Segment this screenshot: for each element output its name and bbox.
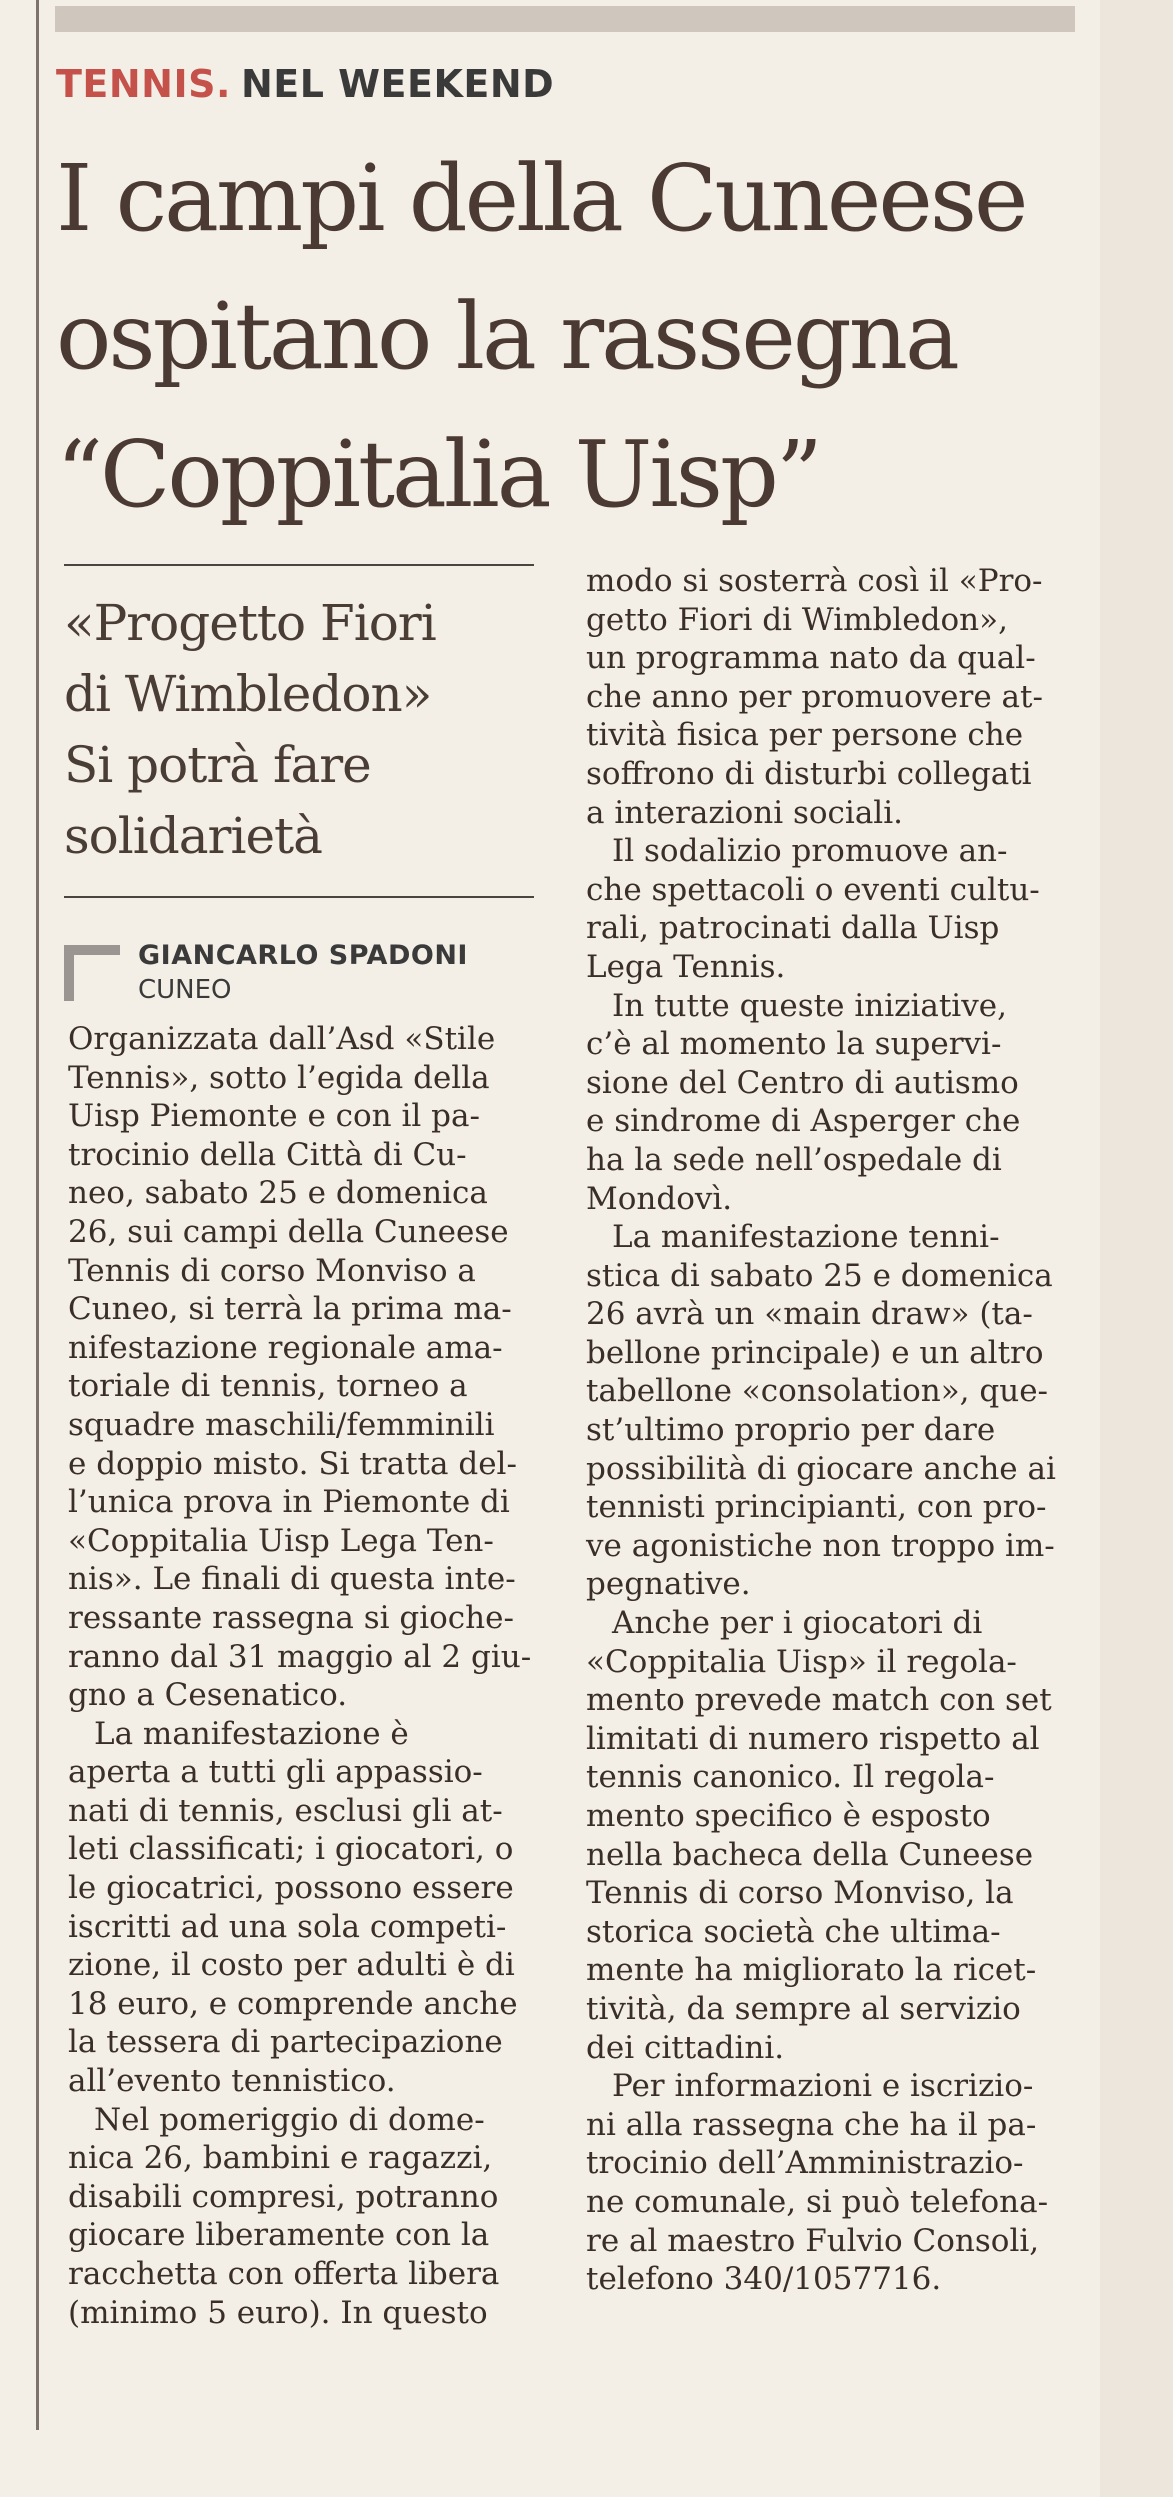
sidebar-subhead — [64, 588, 534, 872]
subhead-line: «Progetto Fiori — [64, 594, 436, 652]
article-line: Il sodalizio promuove an- — [612, 833, 1008, 870]
article-line: tennisti principianti, con pro- — [586, 1489, 1047, 1526]
byline-corner-mark — [64, 945, 120, 1001]
article-line: zione, il costo per adulti è di — [68, 1947, 515, 1984]
article-line: soffrono di disturbi collegati — [586, 755, 1032, 792]
article-line: e sindrome di Asperger che — [586, 1103, 1021, 1140]
article-line: nati di tennis, esclusi gli at- — [68, 1792, 503, 1829]
article-line: 18 euro, e comprende anche — [68, 1985, 518, 2022]
article-line: trocinio della Città di Cu- — [68, 1136, 467, 1173]
sidebar-bottom-rule — [64, 896, 534, 898]
article-line: la tessera di partecipazione — [68, 2024, 503, 2061]
article-line: racchetta con offerta libera — [68, 2256, 500, 2292]
sidebar-top-rule — [64, 564, 534, 566]
article-line: trocinio dell’Amministrazio- — [586, 2145, 1024, 2182]
article-line: che spettacoli o eventi cultu- — [586, 871, 1040, 908]
article-line: a interazioni sociali. — [586, 794, 903, 831]
article-line: tennis canonico. Il regola- — [586, 1759, 995, 1796]
article-line: leti classificati; i giocatori, o — [68, 1831, 514, 1868]
byline-city: CUNEO — [138, 975, 232, 1005]
article-line: l’unica prova in Piemonte di — [68, 1484, 510, 1521]
article-line: La manifestazione tenni- — [612, 1219, 1000, 1256]
article-line: nica 26, bambini e ragazzi, — [68, 2140, 493, 2177]
article-column-2 — [586, 562, 1101, 2299]
article-line: tabellone «consolation», que- — [586, 1373, 1049, 1410]
article-line: sione del Centro di autismo — [586, 1064, 1019, 1101]
article-line: Nel pomeriggio di dome- — [94, 2101, 485, 2138]
article-line: Tennis di corso Monviso a — [68, 1252, 476, 1289]
article-line: (minimo 5 euro). In questo — [68, 2294, 488, 2331]
article-column-1 — [68, 1020, 558, 2332]
article-line: ressante rassegna si gioche- — [68, 1599, 514, 1636]
article-line: neo, sabato 25 e domenica — [68, 1175, 488, 1212]
article-line: In tutte queste iniziative, — [612, 987, 1007, 1024]
section-sublabel: NEL WEEKEND — [240, 62, 555, 106]
article-line: Uisp Piemonte e con il pa- — [68, 1098, 480, 1135]
article-line: toriale di tennis, torneo a — [68, 1368, 468, 1405]
headline-line: “Coppitalia Uisp” — [56, 421, 820, 528]
top-gray-band — [55, 6, 1075, 32]
article-line: «Coppitalia Uisp Lega Ten- — [68, 1522, 494, 1559]
headline-line: ospitano la rassegna — [56, 283, 957, 390]
article-line: ha la sede nell’ospedale di — [586, 1141, 1002, 1178]
article-line: mento specifico è esposto — [586, 1798, 991, 1834]
article-line: che anno per promuovere at- — [586, 678, 1043, 715]
subhead-line: di Wimbledon» — [64, 665, 432, 723]
section-kicker — [56, 62, 554, 106]
article-line: un programma nato da qual- — [586, 640, 1036, 677]
adjacent-page-edge — [1100, 0, 1173, 2497]
article-line: 26, sui campi della Cuneese — [68, 1213, 509, 1250]
article-line: Cuneo, si terrà la prima ma- — [68, 1291, 512, 1328]
article-line: ne comunale, si può telefona- — [586, 2183, 1049, 2220]
article-line: le giocatrici, possono essere — [68, 1870, 514, 1907]
article-line: rali, patrocinati dalla Uisp — [586, 910, 1000, 947]
article-line: stica di sabato 25 e domenica — [586, 1257, 1053, 1294]
article-line: mente ha migliorato la ricet- — [586, 1952, 1037, 1989]
article-line: all’evento tennistico. — [68, 2063, 396, 2100]
article-line: ve agonistiche non troppo im- — [586, 1527, 1055, 1564]
article-line: gno a Cesenatico. — [68, 1677, 348, 1714]
article-line: telefono 340/1057716. — [586, 2261, 942, 2298]
article-line: Tennis di corso Monviso, la — [586, 1875, 1014, 1912]
article-line: tività fisica per persone che — [586, 717, 1024, 754]
left-column-rule — [36, 0, 39, 2430]
article-line: «Coppitalia Uisp» il regola- — [586, 1643, 1017, 1680]
headline-line: I campi della Cuneese — [56, 145, 1026, 252]
article-line: Organizzata dall’Asd «Stile — [68, 1021, 496, 1057]
article-line: bellone principale) e un altro — [586, 1334, 1044, 1371]
article-line: getto Fiori di Wimbledon», — [586, 601, 1008, 638]
article-line: pegnative. — [586, 1566, 751, 1603]
article-line: 26 avrà un «main draw» (ta- — [586, 1296, 1033, 1333]
article-line: possibilità di giocare anche ai — [586, 1450, 1056, 1487]
article-line: ni alla rassegna che ha il pa- — [586, 2106, 1037, 2143]
article-line: giocare liberamente con la — [68, 2217, 490, 2254]
article-line: limitati di numero rispetto al — [586, 1720, 1040, 1757]
article-line: storica società che ultima- — [586, 1913, 1001, 1950]
article-line: tività, da sempre al servizio — [586, 1990, 1021, 2027]
article-line: nis». Le finali di questa inte- — [68, 1561, 516, 1598]
article-line: La manifestazione è — [94, 1715, 409, 1752]
headline — [56, 130, 1096, 544]
article-line: modo si sosterrà così il «Pro- — [586, 563, 1043, 599]
article-line: ranno dal 31 maggio al 2 giu- — [68, 1638, 532, 1675]
subhead-line: Si potrà fare — [64, 736, 371, 794]
article-line: e doppio misto. Si tratta del- — [68, 1445, 517, 1482]
article-line: Per informazioni e iscrizio- — [612, 2068, 1034, 2105]
article-line: Mondovì. — [586, 1180, 733, 1217]
article-line: nifestazione regionale ama- — [68, 1329, 503, 1366]
article-line: Lega Tennis. — [586, 948, 786, 985]
article-line: st’ultimo proprio per dare — [586, 1412, 996, 1449]
byline-author: GIANCARLO SPADONI — [138, 940, 468, 971]
article-line: iscritti ad una sola competi- — [68, 1908, 507, 1945]
section-label: TENNIS. — [56, 62, 231, 106]
article-line: Anche per i giocatori di — [612, 1605, 983, 1642]
article-line: squadre maschili/femminili — [68, 1406, 495, 1443]
article-line: disabili compresi, potranno — [68, 2178, 499, 2215]
article-line: aperta a tutti gli appassio- — [68, 1754, 483, 1791]
article-line: c’è al momento la supervi- — [586, 1026, 1002, 1063]
article-line: Tennis», sotto l’egida della — [68, 1059, 490, 1096]
article-line: re al maestro Fulvio Consoli, — [586, 2222, 1040, 2259]
subhead-line: solidarietà — [64, 807, 322, 865]
article-line: dei cittadini. — [586, 2029, 785, 2066]
article-line: mento prevede match con set — [586, 1682, 1052, 1719]
article-line: nella bacheca della Cuneese — [586, 1836, 1034, 1873]
